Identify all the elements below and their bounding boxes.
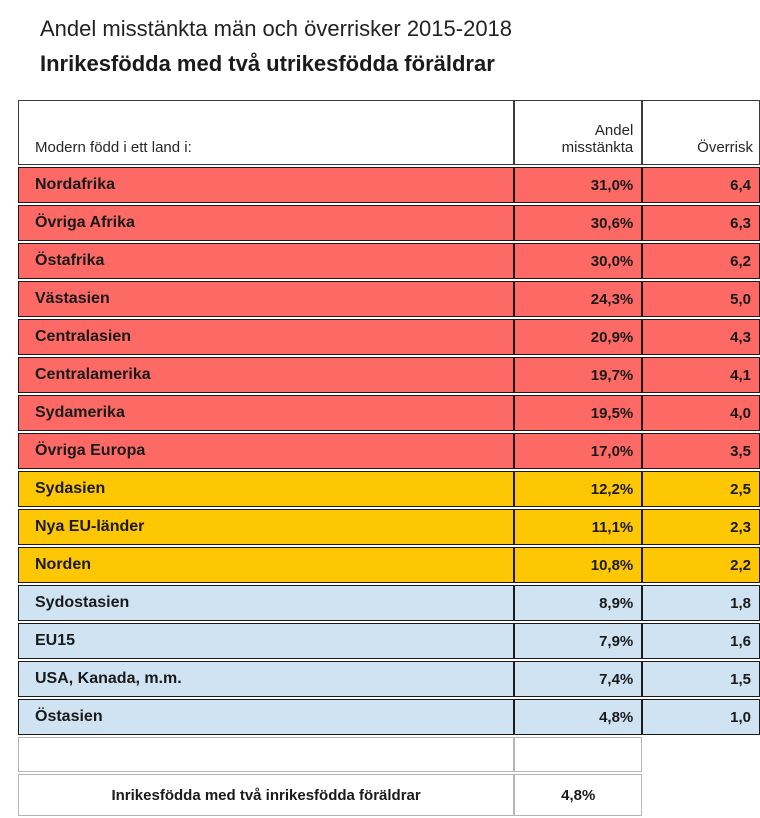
table-row: [18, 547, 760, 583]
comparison-label: Inrikesfödda med två inrikesfödda föräldrar: [18, 774, 514, 816]
overrisk-value: 3,5: [642, 433, 760, 469]
table-row: [18, 205, 760, 241]
overrisk-value: 2,5: [642, 471, 760, 507]
overrisk-value: 5,0: [642, 281, 760, 317]
page-title: Andel misstänkta män och överrisker 2015-2018: [40, 16, 513, 41]
table-row: [18, 281, 760, 317]
region-label: USA, Kanada, m.m.: [18, 661, 514, 697]
empty-cell: [514, 737, 642, 772]
overrisk-value: 1,5: [642, 661, 760, 697]
share-suspected-value: 19,7%: [514, 357, 642, 393]
spacer-row: [18, 737, 760, 772]
table-row: [18, 319, 760, 355]
overrisk-value: 1,8: [642, 585, 760, 621]
table-row: [18, 433, 760, 469]
table-row: [18, 585, 760, 621]
share-suspected-value: 7,9%: [514, 623, 642, 659]
overrisk-value: 6,3: [642, 205, 760, 241]
overrisk-value: 2,3: [642, 509, 760, 545]
table-row: [18, 395, 760, 431]
share-suspected-value: 24,3%: [514, 281, 642, 317]
share-suspected-value: 30,0%: [514, 243, 642, 279]
table-row: [18, 699, 760, 735]
share-suspected-value: 4,8%: [514, 699, 642, 735]
region-label: Övriga Europa: [18, 433, 514, 469]
region-label: Östasien: [18, 699, 514, 735]
table-row: [18, 661, 760, 697]
title-block: [0, 0, 760, 77]
overrisk-value: 6,4: [642, 167, 760, 203]
region-label: EU15: [18, 623, 514, 659]
table-tail: [18, 737, 760, 816]
region-label: Nordafrika: [18, 167, 514, 203]
overrisk-value: 2,2: [642, 547, 760, 583]
overrisk-value: 4,1: [642, 357, 760, 393]
overrisk-value: 1,0: [642, 699, 760, 735]
share-suspected-value: 19,5%: [514, 395, 642, 431]
table-row: [18, 167, 760, 203]
overrisk-value: 4,0: [642, 395, 760, 431]
region-label: Norden: [18, 547, 514, 583]
region-label: Sydostasien: [18, 585, 514, 621]
share-suspected-value: 10,8%: [514, 547, 642, 583]
table-row: [18, 243, 760, 279]
column-header-mother-country: Modern född i ett land i:: [18, 100, 514, 165]
share-suspected-value: 20,9%: [514, 319, 642, 355]
table-header: [18, 100, 760, 165]
region-label: Nya EU-länder: [18, 509, 514, 545]
share-suspected-value: 7,4%: [514, 661, 642, 697]
overrisk-value: 4,3: [642, 319, 760, 355]
comparison-share-value: 4,8%: [514, 774, 642, 816]
share-suspected-value: 17,0%: [514, 433, 642, 469]
region-label: Övriga Afrika: [18, 205, 514, 241]
column-header-share-suspected: Andel misstänkta: [514, 100, 642, 165]
share-suspected-value: 8,9%: [514, 585, 642, 621]
column-header-overrisk: Överrisk: [642, 100, 760, 165]
table-body: [18, 167, 760, 735]
share-suspected-value: 30,6%: [514, 205, 642, 241]
overrisk-value: 1,6: [642, 623, 760, 659]
share-suspected-value: 31,0%: [514, 167, 642, 203]
table-row: [18, 623, 760, 659]
region-label: Sydasien: [18, 471, 514, 507]
header-row: [18, 100, 760, 165]
table-row: [18, 471, 760, 507]
region-label: Centralasien: [18, 319, 514, 355]
statistics-table: [18, 98, 760, 818]
share-suspected-value: 11,1%: [514, 509, 642, 545]
table-row: [18, 509, 760, 545]
comparison-overrisk-empty: [642, 774, 760, 816]
overrisk-value: 6,2: [642, 243, 760, 279]
region-label: Centralamerika: [18, 357, 514, 393]
empty-cell: [18, 737, 514, 772]
region-label: Sydamerika: [18, 395, 514, 431]
empty-cell: [642, 737, 760, 772]
share-suspected-value: 12,2%: [514, 471, 642, 507]
page-subtitle: Inrikesfödda med två utrikesfödda föräldrar: [40, 50, 495, 76]
table-row: [18, 357, 760, 393]
region-label: Västasien: [18, 281, 514, 317]
region-label: Östafrika: [18, 243, 514, 279]
comparison-row: [18, 774, 760, 816]
